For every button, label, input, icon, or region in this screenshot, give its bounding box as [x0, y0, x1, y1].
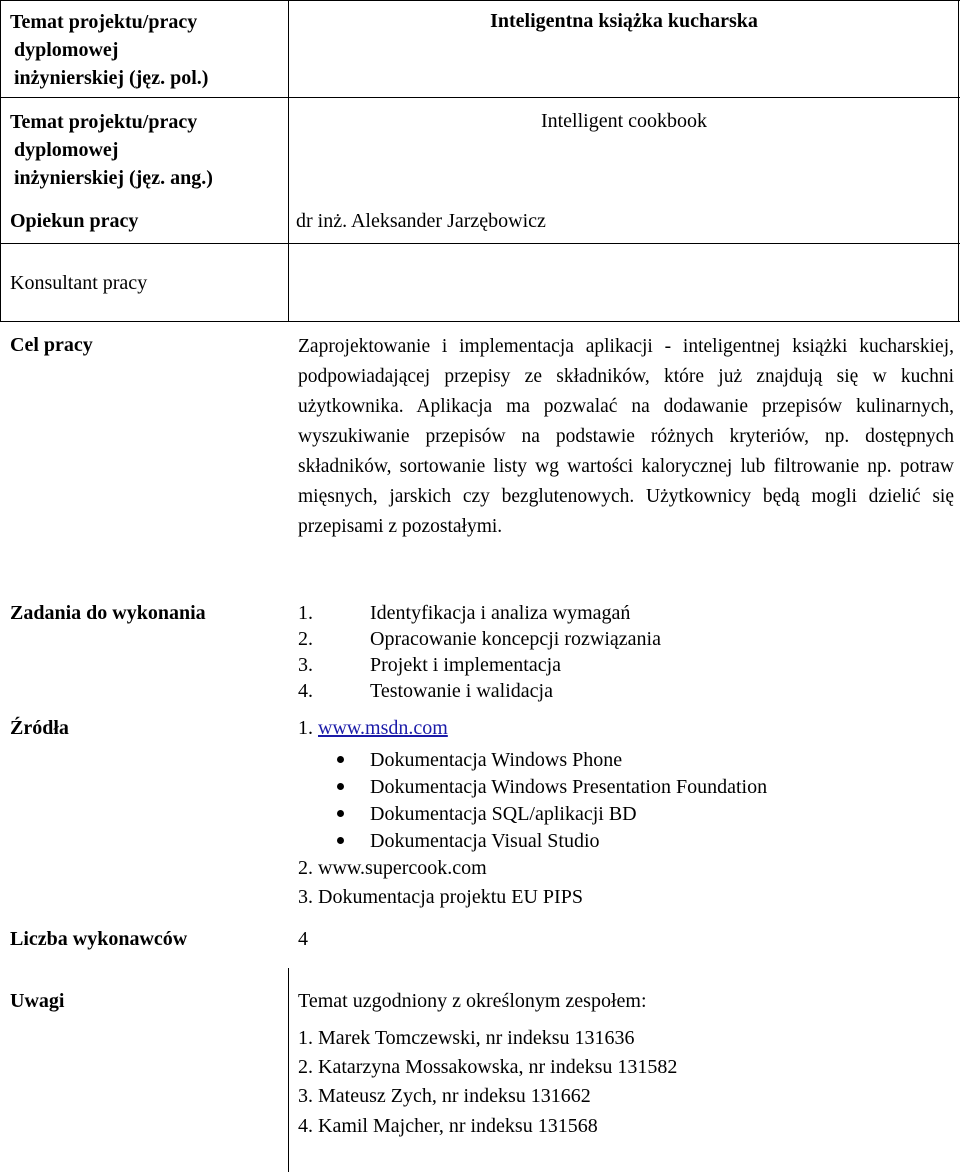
source-1: [298, 715, 448, 741]
value-temat-pol: Inteligentna książka kucharska: [490, 10, 758, 32]
team-member: 1. Marek Tomczewski, nr indeksu 131636: [298, 1027, 635, 1049]
table-border-top: [0, 0, 960, 1]
task-item: Identyfikacja i analiza wymagań: [370, 602, 631, 624]
task-item: Testowanie i walidacja: [370, 680, 553, 702]
team-member: 2. Katarzyna Mossakowska, nr indeksu 131582: [298, 1056, 678, 1078]
table-column-divider: [288, 0, 289, 322]
value-temat-ang: Intelligent cookbook: [540, 110, 708, 132]
value-liczba: 4: [298, 928, 308, 950]
bullet-icon: [337, 756, 344, 763]
team-member: 4. Kamil Majcher, nr indeksu 131568: [298, 1115, 598, 1137]
label-zrodla: Źródła: [10, 717, 69, 739]
source-bullet-item: Dokumentacja Windows Phone: [370, 749, 623, 771]
table-column-divider: [288, 968, 289, 1172]
label-temat-ang: Temat projektu/pracy dyplomowej inżynierskiej (jęz. ang.): [10, 111, 213, 189]
task-item: Opracowanie koncepcji rozwiązania: [370, 628, 661, 650]
label-opiekun: Opiekun pracy: [10, 210, 139, 232]
bullet-icon: [337, 810, 344, 817]
bullet-icon: [337, 837, 344, 844]
task-number: 1.: [298, 602, 313, 624]
task-number: 4.: [298, 680, 313, 702]
task-number: 2.: [298, 628, 313, 650]
uwagi-intro: Temat uzgodniony z określonym zespołem:: [298, 990, 647, 1012]
bullet-icon: [337, 783, 344, 790]
source-bullet-item: Dokumentacja Windows Presentation Foundation: [370, 776, 768, 798]
source-2: 2. www.supercook.com: [298, 857, 487, 879]
msdn-link[interactable]: www.msdn.com: [318, 717, 448, 739]
task-item: Projekt i implementacja: [370, 654, 562, 676]
value-cel: Zaprojektowanie i implementacja aplikacji - inteligentnej książki kucharskiej, podpowiadającej przepisy ze składników, które już znajdują się w kuchni użytkownika. Aplikacja ma pozwalać na dodawanie przepisów kulinarnych, wyszukiwanie przepisów na podstawie różnych kryteriów, np. dostępnych składników, sortowanie listy wg wartości kalorycznej lub filtrowanie np. potraw mięsnych, jarskich czy bezglutenowych. Użytkownicy będą mogli dzielić się przepisami z pozostałymi.: [298, 336, 954, 537]
source-1-prefix: 1.: [298, 717, 318, 739]
table-divider: [0, 243, 960, 244]
source-3: 3. Dokumentacja projektu EU PIPS: [298, 886, 583, 908]
value-opiekun: dr inż. Aleksander Jarzębowicz: [296, 210, 546, 232]
source-bullet-item: Dokumentacja SQL/aplikacji BD: [370, 803, 637, 825]
label-konsultant: Konsultant pracy: [10, 272, 148, 294]
team-member: 3. Mateusz Zych, nr indeksu 131662: [298, 1085, 591, 1107]
label-temat-pol: Temat projektu/pracy dyplomowej inżynierskiej (jęz. pol.): [10, 11, 209, 89]
label-cel: Cel pracy: [10, 334, 93, 356]
table-divider: [0, 321, 960, 322]
source-bullet-item: Dokumentacja Visual Studio: [370, 830, 600, 852]
label-uwagi: Uwagi: [10, 990, 65, 1012]
label-zadania: Zadania do wykonania: [10, 602, 206, 624]
table-border-left: [0, 0, 1, 322]
task-number: 3.: [298, 654, 313, 676]
table-border-right: [958, 0, 959, 322]
table-divider: [0, 97, 960, 98]
label-liczba: Liczba wykonawców: [10, 928, 188, 950]
